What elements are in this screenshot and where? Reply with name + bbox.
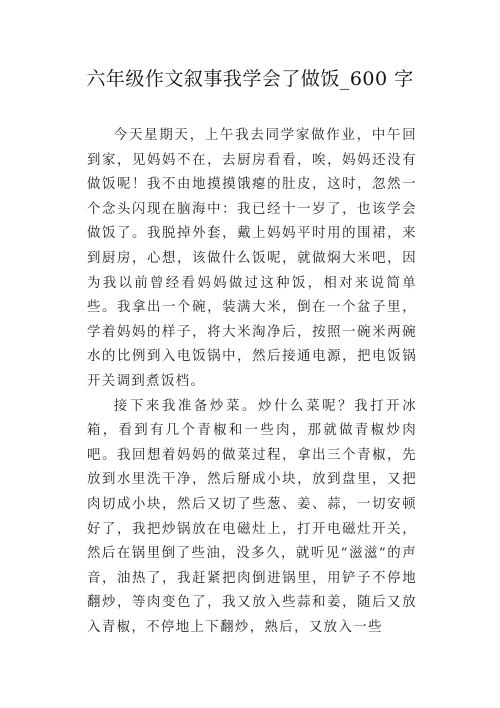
paragraph-2: 接下来我准备炒菜。炒什么菜呢？我打开冰箱，看到有几个青椒和一些肉，那就做青椒炒肉吧。我回想着妈妈的做菜过程，拿出三个青椒，先放到水里洗干净，然后掰成小块，放到盘里，又把肉切成小块，然后又切了些葱、姜、蒜，一切安顿好了，我把炒锅放在电磁灶上，打开电磁灶开关，然后在锅里倒了些油，没多久，就听见“滋滋”的声音，油热了，我赶紧把肉倒进锅里，用铲子不停地翻炒，等肉变色了，我又放入些蒜和姜，随后又放入青椒，不停地上下翻炒，熟后，又放入一些 xyxy=(87,398,417,635)
document-body xyxy=(87,124,417,640)
paragraph-1: 今天星期天，上午我去同学家做作业，中午回到家，见妈妈不在，去厨房看看，唉，妈妈还没有做饭呢！我不由地摸摸饿瘪的肚皮，这时，忽然一个念头闪现在脑海中：我已经十一岁了，也该学会做饭了。我脱掉外套，戴上妈妈平时用的围裙，来到厨房，心想，该做什么饭呢，就做焖大米吧，因为我以前曾经看妈妈做过这种饭，相对来说简单些。我拿出一个碗，装满大米，倒在一个盆子里，学着妈妈的样子，将大米淘净后，按照一碗米两碗水的比例到入电饭锅中，然后接通电源，把电饭锅开关调到煮饭档。 xyxy=(87,128,417,389)
document-title: 六年级作文叙事我学会了做饭_600 字 xyxy=(86,68,414,90)
